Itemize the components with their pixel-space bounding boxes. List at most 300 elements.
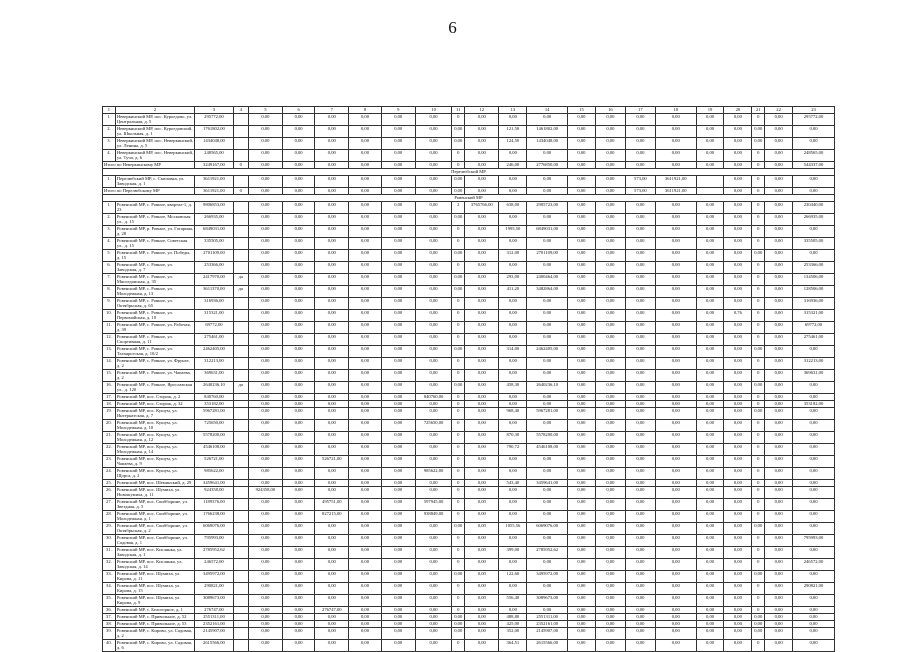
table-cell: 0,00 — [793, 547, 835, 559]
table-cell: 0,00 — [793, 126, 835, 138]
table-cell: 0,00 — [765, 262, 793, 274]
table-cell: 0 — [752, 310, 765, 322]
table-cell: 0,00 — [625, 286, 655, 298]
table-row — [103, 382, 835, 394]
table-cell: 0,00 — [415, 214, 451, 226]
table-cell: 0 — [452, 226, 465, 238]
table-cell: 0,00 — [349, 176, 381, 188]
table-cell: 0,00 — [349, 408, 381, 420]
table-cell: 0,00 — [696, 523, 724, 535]
table-cell: 0,00 — [724, 607, 752, 614]
table-cell: 0,00 — [595, 535, 625, 547]
row-number: 28. — [103, 511, 116, 523]
table-cell: 248565,00 — [793, 150, 835, 162]
table-cell: 924358,00 — [248, 487, 282, 499]
table-cell: 0,00 — [625, 523, 655, 535]
table-cell: 0,00 — [315, 310, 349, 322]
table-cell: 0,00 — [415, 382, 451, 394]
table-cell: 0,00 — [625, 202, 655, 214]
address-cell: Перелюбский МР, с. Смеловка, ул. Заводская, д. 1 — [115, 176, 194, 188]
table-cell: 0,00 — [595, 250, 625, 262]
table-cell: 0,00 — [793, 640, 835, 652]
table-cell: 0,00 — [793, 595, 835, 607]
table-cell: 0,00 — [415, 547, 451, 559]
table-cell: 266935,00 — [195, 214, 234, 226]
table-cell: 6069076,00 — [527, 523, 568, 535]
table-cell — [233, 511, 248, 523]
table-cell: 0,76 — [724, 310, 752, 322]
table-cell: 0,00 — [696, 480, 724, 487]
table-cell: 526721,00 — [195, 456, 234, 468]
table-cell: 0,00 — [527, 188, 568, 195]
table-cell: 369631,00 — [195, 370, 234, 382]
table-cell — [233, 456, 248, 468]
table-cell: 0,00 — [381, 499, 415, 511]
table-cell: 0,00 — [499, 535, 527, 547]
table-cell: 6849031,00 — [527, 226, 568, 238]
table-cell: 4546108,00 — [527, 444, 568, 456]
table-cell: 0,00 — [765, 226, 793, 238]
table-cell: 0,00 — [248, 202, 282, 214]
table-cell: 0,00 — [415, 150, 451, 162]
table-cell: 0,00 — [696, 595, 724, 607]
table-cell: 230440,00 — [793, 202, 835, 214]
table-cell: 0,00 — [568, 394, 596, 401]
header-cell: 14 — [527, 107, 568, 114]
table-cell: 0,00 — [465, 535, 499, 547]
table-cell: 0,00 — [724, 138, 752, 150]
table-cell: 0,00 — [381, 607, 415, 614]
table-cell: 0,00 — [696, 214, 724, 226]
table-cell: 0,00 — [655, 250, 696, 262]
table-cell: 0,00 — [696, 310, 724, 322]
table-cell: 0,00 — [625, 238, 655, 250]
table-cell: 0,00 — [625, 621, 655, 628]
table-cell: 0,00 — [724, 298, 752, 310]
table-cell: 0,00 — [248, 621, 282, 628]
table-cell: 122,60 — [499, 571, 527, 583]
table-cell: 0,00 — [283, 420, 315, 432]
table-cell: 0,00 — [595, 401, 625, 408]
table-cell: 0,00 — [283, 202, 315, 214]
table-cell: 0 — [752, 420, 765, 432]
table-cell: 0,00 — [696, 126, 724, 138]
table-cell: 0,00 — [465, 274, 499, 286]
table-cell: 0,00 — [568, 346, 596, 358]
table-cell: 0,00 — [595, 286, 625, 298]
table-cell: 0,00 — [465, 480, 499, 487]
table-cell: 0,00 — [793, 346, 835, 358]
table-cell: 0,00 — [465, 444, 499, 456]
table-cell: 0 — [752, 487, 765, 499]
table-cell: 0,00 — [765, 370, 793, 382]
address-cell: Ровенский МР, с. Ровное, ул. Октябрьская, д. 65 — [115, 298, 194, 310]
table-cell: 353182,00 — [793, 401, 835, 408]
table-cell: 0,00 — [381, 322, 415, 334]
table-cell: 3495972,00 — [195, 571, 234, 583]
table-cell: 0,00 — [381, 370, 415, 382]
table-cell: 0,00 — [527, 334, 568, 346]
row-number: 33. — [103, 571, 116, 583]
header-cell: 6 — [283, 107, 315, 114]
table-cell: 0,00 — [696, 571, 724, 583]
table-cell: 0,00 — [315, 444, 349, 456]
table-cell: 0,00 — [349, 310, 381, 322]
table-cell: 0,00 — [283, 487, 315, 499]
table-row — [103, 126, 835, 138]
table-cell: 0,00 — [527, 511, 568, 523]
table-cell: 295772,00 — [195, 114, 234, 126]
table-cell: 0,00 — [248, 188, 282, 195]
table-cell: 290821,00 — [793, 583, 835, 595]
table-cell: 0,00 — [765, 346, 793, 358]
table-cell: 0,00 — [655, 468, 696, 480]
table-cell: 0,00 — [349, 511, 381, 523]
table-cell: 0,00 — [655, 310, 696, 322]
table-cell: 0,00 — [381, 444, 415, 456]
table-cell: 0,00 — [655, 401, 696, 408]
header-cell: 4 — [233, 107, 248, 114]
table-cell: 0,00 — [248, 523, 282, 535]
table-cell: 0,00 — [415, 487, 451, 499]
table-cell: 0,00 — [349, 432, 381, 444]
table-cell: 0 — [452, 595, 465, 607]
table-cell: 0,00 — [724, 511, 752, 523]
table-cell: 0,00 — [595, 310, 625, 322]
table-cell: 69772,00 — [195, 322, 234, 334]
table-cell: 597945,00 — [415, 499, 451, 511]
table-cell: 0,00 — [415, 334, 451, 346]
table-cell: 0 — [752, 468, 765, 480]
table-cell: 0 — [452, 401, 465, 408]
table-cell: 0,00 — [724, 188, 752, 195]
table-cell: 0,00 — [349, 583, 381, 595]
row-number: 4. — [103, 238, 116, 250]
table-cell: 0,00 — [381, 274, 415, 286]
table-cell: 0,00 — [595, 162, 625, 169]
table-cell: 3249167,00 — [195, 162, 234, 169]
table-cell: 1055,56 — [499, 523, 527, 535]
table-cell: 0,00 — [752, 408, 765, 420]
table-cell: 0,00 — [568, 535, 596, 547]
table-cell: 0,00 — [765, 126, 793, 138]
table-cell: 0,00 — [315, 214, 349, 226]
table-cell: 0,00 — [724, 370, 752, 382]
table-row — [103, 628, 835, 640]
header-cell: 17 — [625, 107, 655, 114]
table-cell: 0,00 — [595, 480, 625, 487]
table-cell: 0,00 — [499, 394, 527, 401]
table-cell: 3611921,00 — [655, 188, 696, 195]
table-cell: 0,00 — [568, 310, 596, 322]
table-cell: 0,00 — [568, 202, 596, 214]
table-row — [103, 583, 835, 595]
table-cell: 0,00 — [595, 394, 625, 401]
table-cell: 0,00 — [349, 444, 381, 456]
table-cell: 0,00 — [465, 286, 499, 298]
table-cell: 0,00 — [415, 571, 451, 583]
row-number: 29. — [103, 523, 116, 535]
table-cell: 0,00 — [655, 346, 696, 358]
table-cell: 0,00 — [696, 468, 724, 480]
address-cell: Ровенский МР, пос. Сторож, д. 2 — [115, 394, 194, 401]
table-cell: 0,00 — [752, 523, 765, 535]
table-cell: 275461,00 — [195, 334, 234, 346]
table-cell: 0,00 — [793, 382, 835, 394]
table-cell — [233, 480, 248, 487]
table-cell: 0,00 — [625, 358, 655, 370]
table-cell — [696, 188, 724, 195]
table-cell: 0,00 — [248, 614, 282, 621]
table-cell: 0,00 — [283, 150, 315, 162]
table-cell: 0,00 — [465, 298, 499, 310]
table-cell: 134506,00 — [793, 274, 835, 286]
table-cell: 3089673,00 — [195, 595, 234, 607]
address-cell: Ровенский МР, пос. Кушум, ул. Молодежная, д. 12 — [115, 432, 194, 444]
table-cell: 0 — [752, 547, 765, 559]
table-cell: 0,00 — [696, 150, 724, 162]
table-cell: 0,00 — [452, 382, 465, 394]
table-cell: 0,00 — [625, 250, 655, 262]
table-cell: 556,40 — [499, 595, 527, 607]
table-cell: 0,00 — [349, 523, 381, 535]
table-cell: 0,00 — [724, 408, 752, 420]
table-cell — [233, 358, 248, 370]
address-cell: Ровенский МР, пос. Кушум, ул. Молодежная, д. 14 — [115, 444, 194, 456]
table-cell: 0,00 — [724, 628, 752, 640]
table-cell: 0,00 — [568, 607, 596, 614]
table-cell: 0,00 — [465, 468, 499, 480]
table-cell: 0,00 — [415, 358, 451, 370]
table-cell: 0 — [452, 394, 465, 401]
table-cell: 425,00 — [499, 621, 527, 628]
table-cell: 0,00 — [696, 511, 724, 523]
table-cell: 0,00 — [283, 535, 315, 547]
table-cell: 0 — [452, 535, 465, 547]
table-cell: 0,00 — [315, 162, 349, 169]
table-cell: 0,00 — [315, 571, 349, 583]
table-cell: 0,00 — [349, 138, 381, 150]
table-cell: 0,00 — [381, 621, 415, 628]
table-cell: 0,00 — [765, 408, 793, 420]
table-cell: 0,00 — [248, 444, 282, 456]
table-cell: 0,00 — [283, 286, 315, 298]
table-cell: 0 — [452, 607, 465, 614]
table-cell: 0,00 — [568, 150, 596, 162]
table-cell — [233, 226, 248, 238]
row-number: 26. — [103, 487, 116, 499]
table-cell: 0,00 — [381, 346, 415, 358]
table-cell: 0,00 — [283, 126, 315, 138]
table-cell: 0,00 — [655, 571, 696, 583]
table-cell: 0,00 — [595, 559, 625, 571]
table-cell: 0,00 — [499, 322, 527, 334]
table-cell: 0,00 — [568, 238, 596, 250]
address-cell: Ровенский МР, пос. Скибборине, ул. Молодежная, д. 1 — [115, 511, 194, 523]
table-cell: 0,00 — [696, 547, 724, 559]
address-cell: Ровенский МР, пос. Скибборине, ул. Садовая, д. 1 — [115, 535, 194, 547]
table-cell: 0,00 — [527, 298, 568, 310]
table-cell: 2145907,00 — [527, 628, 568, 640]
table-cell: 0,00 — [793, 138, 835, 150]
table-cell: 0,00 — [793, 621, 835, 628]
table-cell: 840760,00 — [195, 394, 234, 401]
table-cell: 0,00 — [499, 487, 527, 499]
table-cell: 246,00 — [499, 162, 527, 169]
row-number: 10. — [103, 310, 116, 322]
table-row — [103, 559, 835, 571]
table-cell: 0,00 — [465, 176, 499, 188]
table-cell: 0 — [452, 432, 465, 444]
table-cell: 3459641,00 — [527, 480, 568, 487]
table-cell: 0,00 — [568, 286, 596, 298]
row-number: 16. — [103, 382, 116, 394]
table-cell: 0,00 — [793, 571, 835, 583]
table-cell: 0,00 — [283, 607, 315, 614]
table-cell: 0,00 — [696, 408, 724, 420]
table-cell: 0,00 — [696, 250, 724, 262]
table-cell: 0 — [752, 274, 765, 286]
table-cell: 0 — [752, 214, 765, 226]
table-row — [103, 487, 835, 499]
table-cell: 0 — [752, 202, 765, 214]
table-cell: 0 — [752, 322, 765, 334]
table-cell: 0,00 — [655, 286, 696, 298]
table-cell — [233, 214, 248, 226]
table-cell: 0,00 — [499, 114, 527, 126]
table-cell — [233, 150, 248, 162]
table-cell: 0,00 — [625, 370, 655, 382]
table-cell: 0,00 — [696, 401, 724, 408]
table-cell: 2352161,00 — [195, 621, 234, 628]
table-cell: 0,00 — [568, 138, 596, 150]
table-cell: 0,00 — [465, 114, 499, 126]
table-cell: 0,00 — [465, 640, 499, 652]
table-cell: 0 — [452, 640, 465, 652]
table-cell: 0,00 — [527, 468, 568, 480]
table-cell: 0,00 — [655, 202, 696, 214]
table-cell: 0,00 — [568, 226, 596, 238]
table-cell: 0,00 — [527, 487, 568, 499]
row-number: 1. — [103, 176, 116, 188]
table-cell: 0,00 — [452, 614, 465, 621]
table-cell: 0,00 — [415, 583, 451, 595]
table-row — [103, 394, 835, 401]
table-cell: 0,00 — [248, 334, 282, 346]
table-cell: 0,00 — [568, 559, 596, 571]
table-row — [103, 202, 835, 214]
page-number: 6 — [448, 18, 457, 37]
table-cell: 0 — [452, 114, 465, 126]
table-cell — [233, 370, 248, 382]
table-cell: 0,00 — [527, 559, 568, 571]
table-cell: 0,00 — [349, 394, 381, 401]
table-cell: 0,00 — [349, 480, 381, 487]
address-cell: Ровенский МР, с. Ровное, ул. Рабочая, д. 39 — [115, 322, 194, 334]
address-cell: Ровенский МР, с. Ровное, ул. Чапаева, д. 2 — [115, 370, 194, 382]
table-cell — [696, 176, 724, 188]
table-cell: 0,00 — [752, 628, 765, 640]
table-cell — [233, 595, 248, 607]
table-cell: 0,00 — [381, 286, 415, 298]
table-cell: 0,00 — [248, 298, 282, 310]
table-cell: 0,00 — [452, 628, 465, 640]
table-cell: 0,00 — [499, 511, 527, 523]
table-cell: 0,00 — [595, 583, 625, 595]
table-cell: 0,00 — [765, 614, 793, 621]
table-cell: 0,00 — [655, 274, 696, 286]
row-number: 23. — [103, 456, 116, 468]
table-cell: 0,00 — [527, 499, 568, 511]
table-cell: 0,00 — [724, 523, 752, 535]
table-cell: 0,00 — [625, 382, 655, 394]
address-cell: Неверкинский МР, пос. Неверкинский, ул. Ленина, д. 5 — [116, 138, 194, 148]
table-cell: 0 — [452, 583, 465, 595]
table-cell: 0,00 — [415, 480, 451, 487]
table-cell: 0,00 — [349, 535, 381, 547]
table-cell: 0,00 — [248, 432, 282, 444]
table-cell: 870,30 — [499, 432, 527, 444]
table-cell: 795993,00 — [195, 535, 234, 547]
table-cell: 0 — [752, 298, 765, 310]
table-cell: 573,00 — [625, 176, 655, 188]
table-cell: 0,00 — [248, 559, 282, 571]
table-cell: 0,00 — [315, 286, 349, 298]
table-cell: 0,00 — [752, 346, 765, 358]
table-cell: 0,00 — [381, 456, 415, 468]
table-cell: 0,00 — [765, 114, 793, 126]
table-cell: 0,00 — [283, 162, 315, 169]
table-cell: 0,00 — [568, 487, 596, 499]
table-cell: 0,00 — [595, 370, 625, 382]
table-cell: 0,00 — [625, 607, 655, 614]
table-cell: 0,00 — [655, 583, 696, 595]
table-cell: 0,00 — [625, 408, 655, 420]
table-cell: 0,00 — [315, 150, 349, 162]
row-number: 1. — [103, 202, 116, 214]
table-cell: 5967281,00 — [527, 408, 568, 420]
table-cell: 0 — [752, 640, 765, 652]
table-cell: 0,00 — [381, 640, 415, 652]
table-cell: 0,00 — [765, 322, 793, 334]
table-cell: 0,00 — [315, 640, 349, 652]
table-cell: 0,00 — [349, 487, 381, 499]
table-cell — [233, 202, 248, 214]
table-cell: 0,00 — [527, 456, 568, 468]
address-cell: Ровенский МР, с. Ровное, ул. Мясоедовская, д. 35 — [115, 274, 194, 286]
table-cell — [233, 176, 248, 188]
table-cell: 0,00 — [381, 358, 415, 370]
table-cell: 316936,00 — [195, 298, 234, 310]
table-cell: 0,00 — [349, 238, 381, 250]
table-cell: 0,00 — [595, 523, 625, 535]
table-cell: 0 — [752, 226, 765, 238]
table-cell: 0,00 — [415, 444, 451, 456]
table-cell — [233, 408, 248, 420]
header-cell: 22 — [765, 107, 793, 114]
table-cell: 275461,00 — [793, 334, 835, 346]
table-cell: 0,00 — [381, 138, 415, 150]
header-cell: 8 — [349, 107, 381, 114]
table-cell: 0,00 — [465, 408, 499, 420]
table-cell: 0,00 — [568, 432, 596, 444]
table-cell: 0,00 — [415, 535, 451, 547]
table-cell: 0,00 — [381, 614, 415, 621]
table-cell: 0,00 — [381, 511, 415, 523]
table-cell: 0,00 — [696, 607, 724, 614]
address-cell: Неверкинский МР, пос. Куроедово, ул. Центральная, д. 5 — [115, 114, 194, 126]
table-cell: 0,00 — [381, 432, 415, 444]
